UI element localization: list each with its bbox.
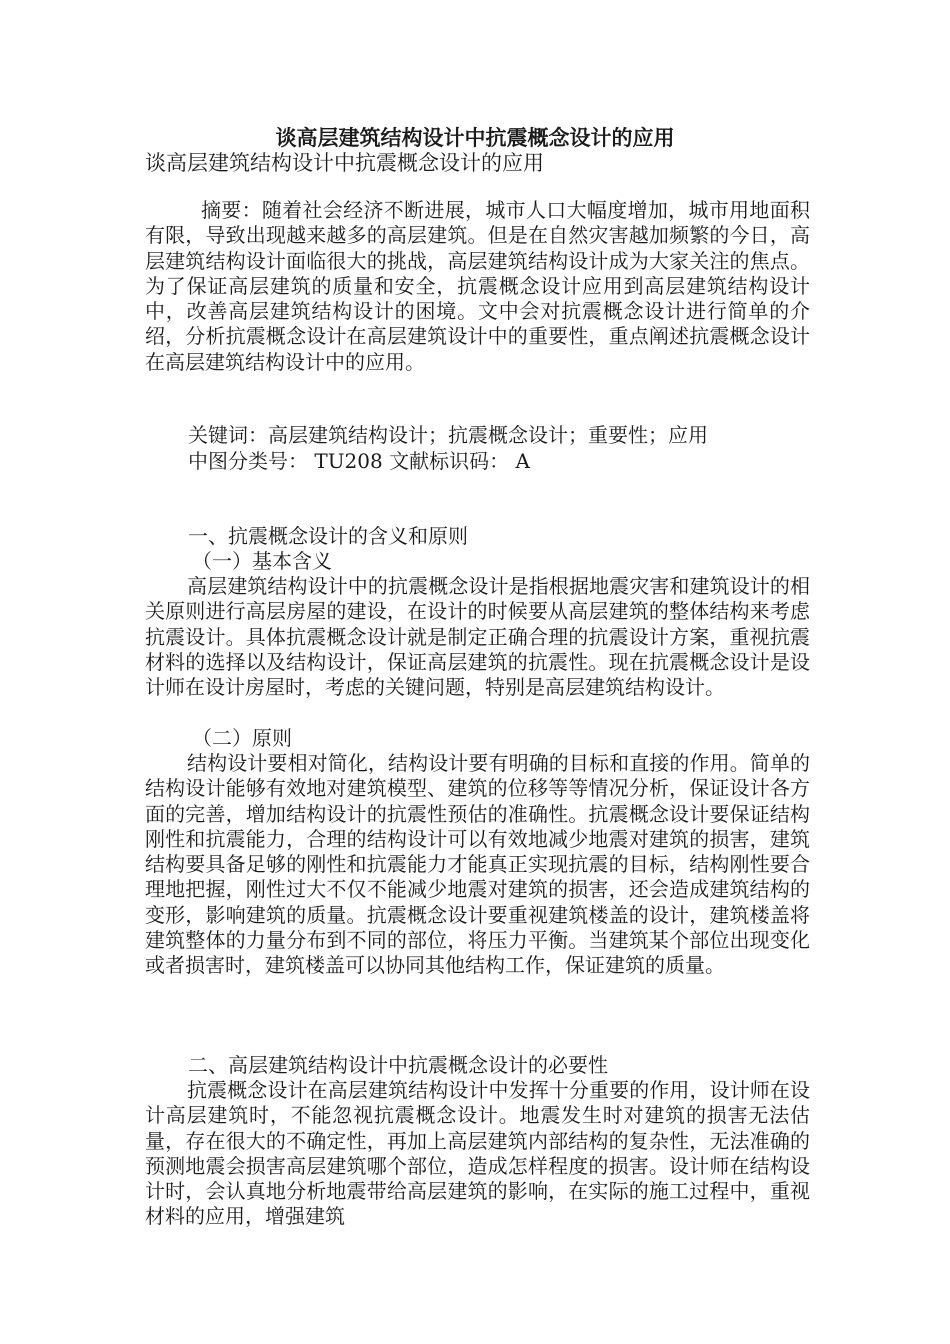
abstract-paragraph: 摘要：随着社会经济不断进展，城市人口大幅度增加，城市用地面积有限，导致出现越来越多的高层建筑。但是在自然灾害越加频繁的今日，高层建筑结构设计面临很大的挑战，高层建筑结构设计成为大家关注的焦点。为了保证高层建筑的质量和安全，抗震概念设计应用到高层建筑结构设计中，改善高层建筑结构设计的困境。文中会对抗震概念设计进行简单的介绍，分析抗震概念设计在高层建筑设计中的重要性，重点阐述抗震概念设计在高层建筑结构设计中的应用。 — [145, 198, 810, 374]
section1-sub2-paragraph: 结构设计要相对简化，结构设计要有明确的目标和直接的作用。简单的结构设计能够有效地对建筑模型、建筑的位移等等情况分析，保证设计各方面的完善，增加结构设计的抗震性预估的准确性。抗震概念设计要保证结构刚性和抗震能力，合理的结构设计可以有效地减少地震对建筑的损害，建筑结构要具备足够的刚性和抗震能力才能真正实现抗震的目标，结构刚性要合理地把握，刚性过大不仅不能减少地震对建筑的损害，还会造成建筑结构的变形，影响建筑的质量。抗震概念设计要重视建筑楼盖的设计，建筑楼盖将建筑整体的力量分布到不同的部位，将压力平衡。当建筑某个部位出现变化或者损害时，建筑楼盖可以协同其他结构工作，保证建筑的质量。 — [145, 751, 810, 978]
section2-paragraph: 抗震概念设计在高层建筑结构设计中发挥十分重要的作用，设计师在设计高层建筑时，不能忽视抗震概念设计。地震发生时对建筑的损害无法估量，存在很大的不确定性，再加上高层建筑内部结构的复杂性，无法准确的预测地震会损害高层建筑哪个部位，造成怎样程度的损害。设计师在结构设计时，会认真地分析地震带给高层建筑的影响，在实际的施工过程中，重视材料的应用，增强建筑 — [145, 1078, 810, 1229]
section1-sub1-paragraph: 高层建筑结构设计中的抗震概念设计是指根据地震灾害和建筑设计的相关原则进行高层房屋的建设，在设计的时候要从高层建筑的整体结构来考虑抗震设计。具体抗震概念设计就是制定正确合理的抗震设计方案，重视抗震材料的选择以及结构设计，保证高层建筑的抗震性。现在抗震概念设计是设计师在设计房屋时，考虑的关键问题，特别是高层建筑结构设计。 — [145, 574, 810, 700]
classification-line: 中图分类号： TU208 文献标识码： A — [188, 449, 530, 473]
keywords-line: 关键词：高层建筑结构设计；抗震概念设计；重要性；应用 — [188, 423, 708, 447]
section1-sub1-heading: （一）基本含义 — [192, 549, 332, 573]
document-title: 谈高层建筑结构设计中抗震概念设计的应用 — [275, 125, 675, 150]
section1-sub2-heading: （二）原则 — [192, 726, 292, 750]
section2-heading: 二、高层建筑结构设计中抗震概念设计的必要性 — [188, 1053, 608, 1077]
document-subtitle: 谈高层建筑结构设计中抗震概念设计的应用 — [145, 151, 544, 175]
section1-heading: 一、抗震概念设计的含义和原则 — [188, 524, 468, 548]
